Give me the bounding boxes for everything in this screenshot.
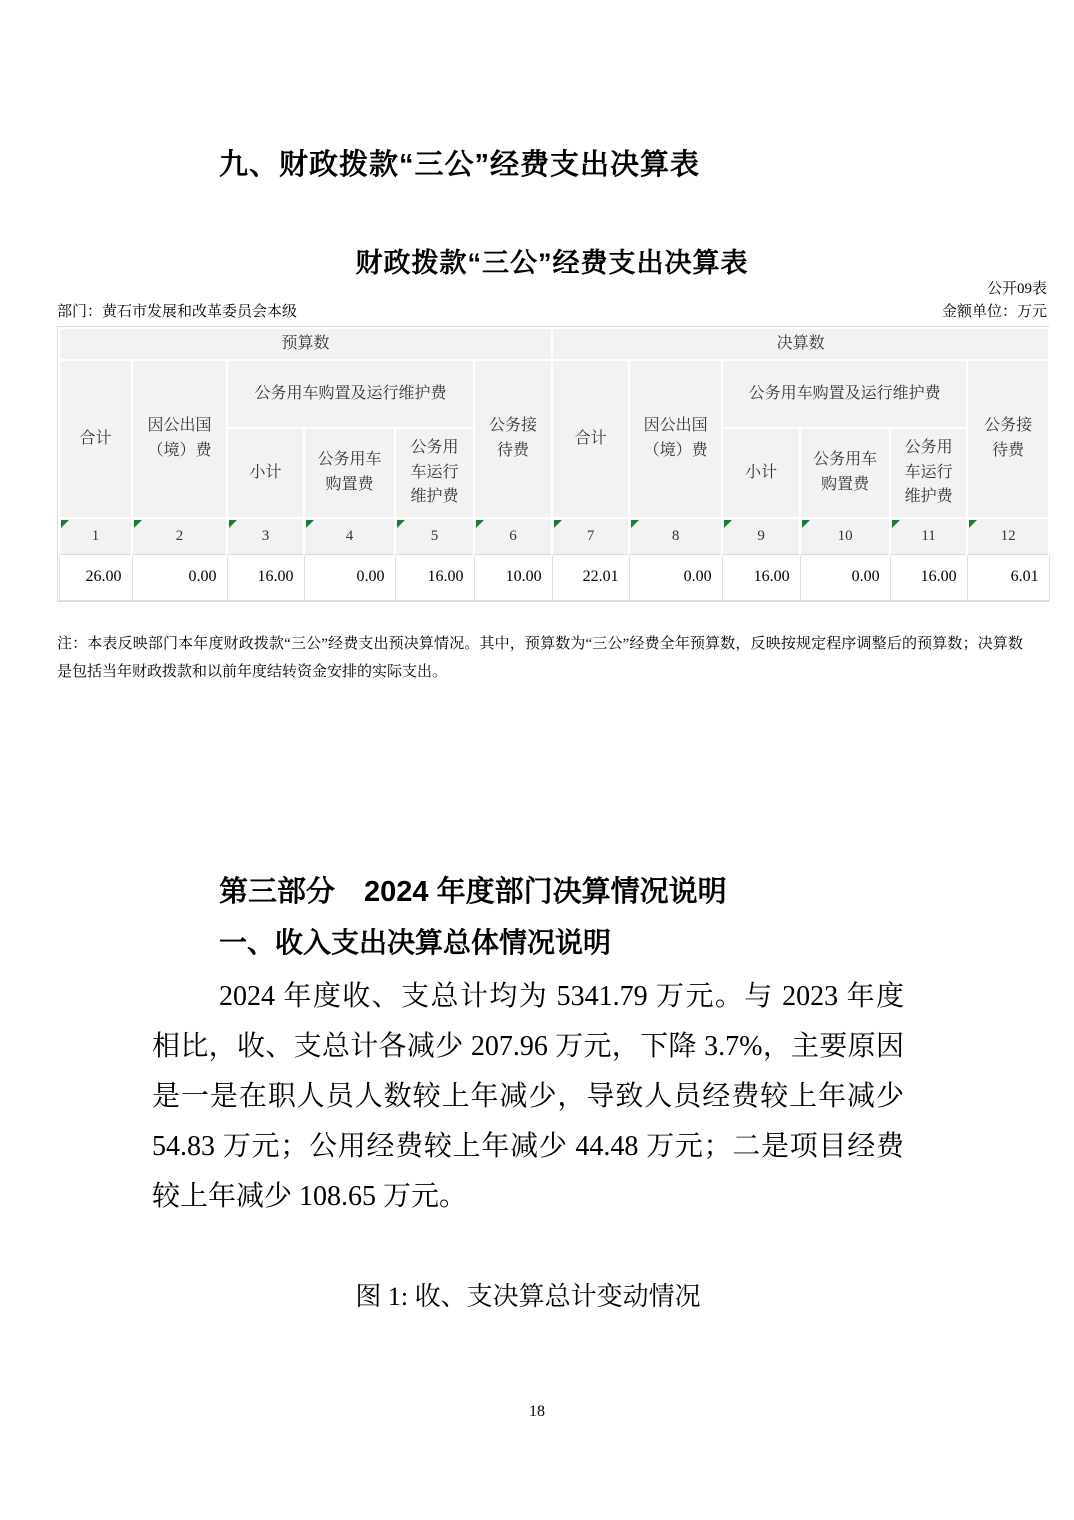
section-subheading: 一、收入支出决算总体情况说明 bbox=[219, 927, 612, 958]
green-corner-marker-icon bbox=[631, 520, 639, 528]
three-public-expense-table bbox=[57, 326, 1049, 602]
col-index-cell-11 bbox=[890, 518, 967, 554]
header-subtotal-budget: 小计 bbox=[227, 428, 304, 518]
department-label: 部门：黄石市发展和改革委员会本级 bbox=[57, 304, 298, 320]
header-subtotal-final: 小计 bbox=[722, 428, 800, 518]
header-abroad-final: 因公出国（境）费 bbox=[629, 360, 722, 518]
col-index-cell-4 bbox=[304, 518, 395, 554]
value-budget-total: 26.00 bbox=[59, 554, 132, 600]
col-index-11: 11 bbox=[921, 527, 936, 544]
col-index-2: 2 bbox=[175, 527, 184, 544]
header-purchase-budget: 公务用车购置费 bbox=[304, 428, 395, 518]
table-code-label: 公开09表 bbox=[986, 281, 1047, 297]
value-budget-subtotal: 16.00 bbox=[227, 554, 304, 600]
value-final-purchase: 0.00 bbox=[800, 554, 890, 600]
unit-label: 金额单位：万元 bbox=[941, 304, 1047, 320]
col-index-cell-9 bbox=[722, 518, 800, 554]
green-corner-marker-icon bbox=[229, 520, 237, 528]
header-vehicle-budget: 公务用车购置及运行维护费 bbox=[227, 360, 474, 428]
header-vehicle-final: 公务用车购置及运行维护费 bbox=[722, 360, 967, 428]
figure-caption: 图 1: 收、支决算总计变动情况 bbox=[355, 1282, 701, 1311]
col-index-cell-12 bbox=[967, 518, 1049, 554]
green-corner-marker-icon bbox=[306, 520, 314, 528]
value-budget-purchase: 0.00 bbox=[304, 554, 395, 600]
green-corner-marker-icon bbox=[724, 520, 732, 528]
col-index-12: 12 bbox=[1000, 527, 1016, 544]
value-final-reception: 6.01 bbox=[967, 554, 1049, 600]
col-index-cell-8 bbox=[629, 518, 722, 554]
page-number: 18 bbox=[529, 1403, 545, 1420]
header-total-final: 合计 bbox=[552, 360, 629, 518]
green-corner-marker-icon bbox=[892, 520, 900, 528]
value-final-subtotal: 16.00 bbox=[722, 554, 800, 600]
green-corner-marker-icon bbox=[969, 520, 977, 528]
header-maintenance-final: 公务用车运行维护费 bbox=[890, 428, 967, 518]
body-paragraph: 2024 年度收、支总计均为 5341.79 万元。与 2023 年度相比，收、支总计各减少 207.96 万元，下降 3.7%，主要原因是一是在职人员人数较上年减少，导致人员经费较上年减少 54.83 万元；公用经费较上年减少 44.48 万元；二是项目经费较上年减少 108.65 万元。 bbox=[152, 981, 904, 1212]
col-index-6: 6 bbox=[509, 527, 517, 544]
green-corner-marker-icon bbox=[476, 520, 484, 528]
green-corner-marker-icon bbox=[802, 520, 810, 528]
green-corner-marker-icon bbox=[61, 520, 69, 528]
table-meta-row bbox=[57, 300, 1047, 321]
value-budget-maintenance: 16.00 bbox=[395, 554, 474, 600]
col-index-cell-2 bbox=[132, 518, 227, 554]
header-abroad-budget: 因公出国（境）费 bbox=[132, 360, 227, 518]
col-index-cell-5 bbox=[395, 518, 474, 554]
group-header-budget: 预算数 bbox=[59, 328, 552, 360]
header-maintenance-budget: 公务用车运行维护费 bbox=[395, 428, 474, 518]
header-reception-budget: 公务接待费 bbox=[474, 360, 552, 518]
value-final-maintenance: 16.00 bbox=[890, 554, 967, 600]
green-corner-marker-icon bbox=[134, 520, 142, 528]
section-heading: 第三部分 2024 年度部门决算情况说明 bbox=[219, 876, 727, 908]
header-total-budget: 合计 bbox=[59, 360, 132, 518]
value-final-total: 22.01 bbox=[552, 554, 629, 600]
col-index-cell-6 bbox=[474, 518, 552, 554]
value-budget-reception: 10.00 bbox=[474, 554, 552, 600]
group-header-final: 决算数 bbox=[552, 328, 1049, 360]
col-index-10: 10 bbox=[837, 527, 853, 544]
value-budget-abroad: 0.00 bbox=[132, 554, 227, 600]
col-index-cell-10 bbox=[800, 518, 890, 554]
green-corner-marker-icon bbox=[397, 520, 405, 528]
header-purchase-final: 公务用车购置费 bbox=[800, 428, 890, 518]
table-note: 注：本表反映部门本年度财政拨款“三公”经费支出预决算情况。其中，预算数为“三公”经费全年预算数，反映按规定程序调整后的预算数；决算数是包括当年财政拨款和以前年度结转资金安排的实际支出。 bbox=[57, 636, 1023, 680]
col-index-3: 3 bbox=[261, 527, 270, 544]
col-index-9: 9 bbox=[757, 527, 765, 544]
col-index-cell-3 bbox=[227, 518, 304, 554]
col-index-1: 1 bbox=[91, 527, 100, 544]
table-title: 财政拨款“三公”经费支出决算表 bbox=[355, 248, 749, 278]
value-final-abroad: 0.00 bbox=[629, 554, 722, 600]
green-corner-marker-icon bbox=[554, 520, 562, 528]
col-index-5: 5 bbox=[430, 527, 439, 544]
col-index-8: 8 bbox=[671, 527, 680, 544]
page-title: 九、财政拨款“三公”经费支出决算表 bbox=[219, 149, 701, 181]
col-index-7: 7 bbox=[586, 527, 595, 544]
header-reception-final: 公务接待费 bbox=[967, 360, 1049, 518]
col-index-cell-7 bbox=[552, 518, 629, 554]
col-index-4: 4 bbox=[345, 527, 354, 544]
col-index-cell-1 bbox=[59, 518, 132, 554]
